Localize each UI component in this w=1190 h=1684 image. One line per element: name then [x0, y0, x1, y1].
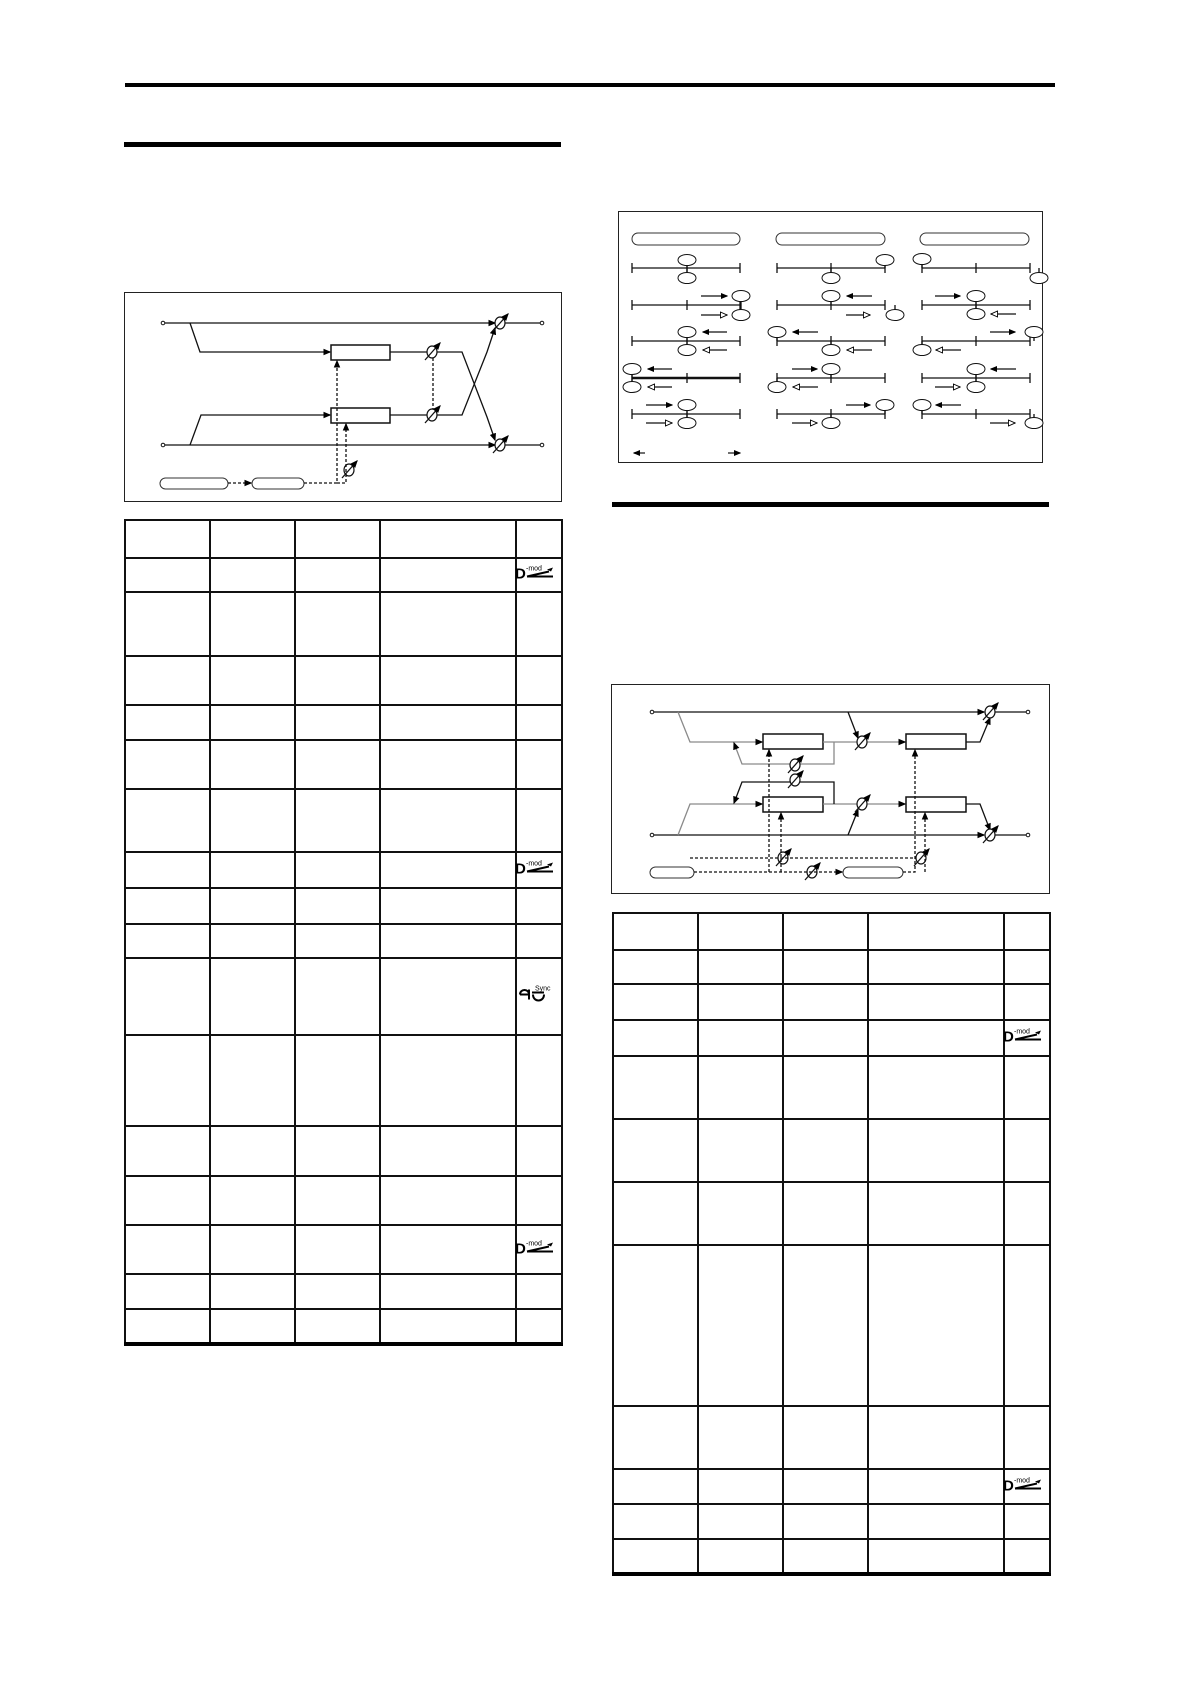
svg-text:D: D — [515, 860, 526, 878]
terminal-dot — [540, 443, 544, 447]
svg-text:-mod: -mod — [1014, 1028, 1030, 1036]
level-ellipse-a — [678, 327, 696, 338]
svg-text:D: D — [515, 1240, 526, 1257]
branch-c — [678, 804, 762, 835]
terminal-dot — [650, 710, 654, 714]
svg-text:D: D — [1003, 1477, 1014, 1494]
cross-path-2 — [390, 328, 495, 415]
level-ellipse-a — [967, 364, 985, 375]
dry-to-mix-c — [848, 810, 858, 835]
level-ellipse-b — [678, 418, 696, 429]
processing-block-2 — [331, 408, 390, 423]
level-ellipse-b — [822, 273, 840, 284]
b-out — [966, 718, 990, 742]
level-ellipse-a — [623, 364, 641, 375]
svg-text:-mod: -mod — [1014, 1477, 1030, 1484]
terminal-dot — [540, 321, 544, 325]
level-knob-icon — [776, 849, 791, 866]
level-knob-icon — [788, 771, 803, 788]
level-knob-icon — [914, 849, 929, 866]
dry-to-mix-a — [848, 712, 858, 738]
level-ellipse-a — [913, 254, 931, 265]
level-ellipse-a — [822, 291, 840, 302]
lfo-pill-2 — [843, 867, 903, 878]
level-ellipse-b — [967, 309, 985, 320]
terminal-dot — [161, 321, 165, 325]
level-ellipse-a — [768, 327, 786, 338]
terminal-dot — [650, 833, 654, 837]
level-ellipse-b — [822, 418, 840, 429]
level-ellipse-b — [623, 382, 641, 393]
d-out — [966, 804, 990, 830]
level-knob-icon — [342, 461, 357, 478]
lfo-pill — [650, 867, 694, 878]
level-ellipse-b — [732, 310, 750, 321]
mode-pill-3 — [920, 233, 1029, 245]
level-ellipse-a — [1025, 327, 1043, 338]
level-ellipse-b — [913, 345, 931, 356]
branch-a — [678, 712, 762, 742]
level-ellipse-a — [967, 291, 985, 302]
level-ellipse-a — [732, 291, 750, 302]
level-ellipse-b — [678, 273, 696, 284]
svg-text:Sync: Sync — [535, 985, 551, 992]
lfo-pill-2 — [252, 478, 304, 489]
delay-block-d — [906, 797, 966, 812]
level-ellipse-b — [768, 382, 786, 393]
delay-block-a — [763, 734, 823, 749]
cross-path-1 — [390, 352, 495, 440]
terminal-dot — [161, 443, 165, 447]
terminal-dot — [1026, 710, 1030, 714]
branch-to-block-1 — [190, 323, 330, 352]
lfo-pill-1 — [160, 478, 228, 489]
svg-text:D: D — [1003, 1028, 1014, 1046]
svg-text:-mod: -mod — [526, 1240, 542, 1247]
level-knob-icon — [805, 863, 820, 880]
level-ellipse-b — [822, 345, 840, 356]
svg-text:-mod: -mod — [526, 565, 542, 573]
level-ellipse-b — [678, 345, 696, 356]
svg-text:-mod: -mod — [526, 860, 542, 868]
level-ellipse-b — [886, 310, 904, 321]
branch-to-block-2 — [190, 415, 330, 445]
level-ellipse-b — [1025, 418, 1043, 429]
level-ellipse-a — [678, 255, 696, 266]
level-ellipse-b — [1030, 273, 1048, 284]
mode-pill-1 — [632, 233, 740, 245]
level-ellipse-a — [876, 255, 894, 266]
svg-text:D: D — [515, 565, 526, 583]
delay-block-b — [906, 734, 966, 749]
processing-block-1 — [331, 345, 390, 360]
level-ellipse-b — [967, 382, 985, 393]
terminal-dot — [1026, 833, 1030, 837]
mode-pill-2 — [776, 233, 885, 245]
delay-block-c — [763, 797, 823, 812]
level-ellipse-a — [876, 400, 894, 411]
level-ellipse-a — [678, 400, 696, 411]
level-ellipse-a — [822, 364, 840, 375]
level-ellipse-a — [913, 400, 931, 411]
